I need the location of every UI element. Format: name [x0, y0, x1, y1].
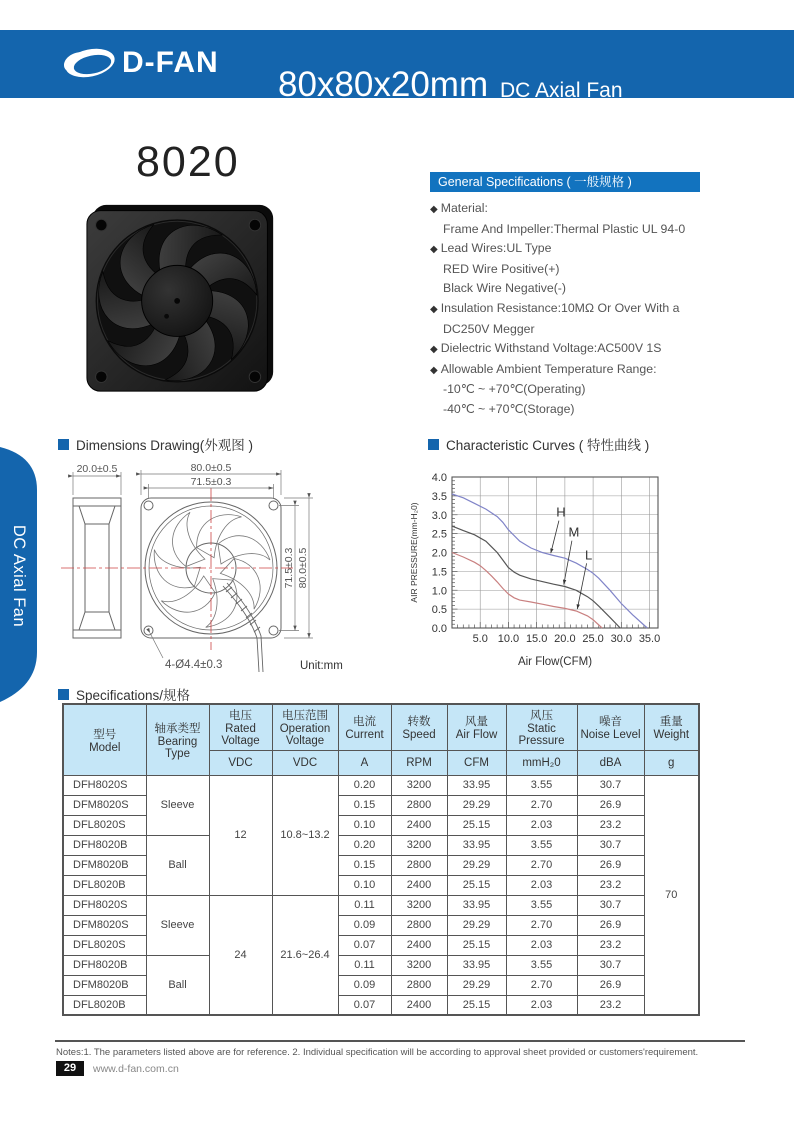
spec-cell: 33.95 — [447, 895, 506, 915]
svg-text:3.5: 3.5 — [431, 490, 447, 503]
spec-item: Black Wire Negative(-) — [443, 281, 566, 296]
col-header: 风压 Static Pressure — [506, 704, 577, 750]
svg-text:3.0: 3.0 — [431, 509, 447, 522]
spec-cell: 30.7 — [577, 895, 644, 915]
spec-cell: 3.55 — [506, 775, 577, 795]
spec-cell: 2800 — [391, 975, 447, 995]
svg-text:0.5: 0.5 — [431, 604, 447, 617]
model-cell: DFL8020S — [63, 815, 146, 835]
unit-header: g — [644, 750, 699, 775]
spec-cell: 25.15 — [447, 875, 506, 895]
spec-cell: 29.29 — [447, 795, 506, 815]
table-row — [63, 835, 699, 855]
unit-label: Unit:mm — [300, 660, 343, 672]
dimensions-drawing — [55, 462, 405, 684]
col-header: 电压 Rated Voltage — [209, 704, 272, 750]
spec-item: RED Wire Positive(+) — [443, 261, 560, 276]
spec-cell: 3200 — [391, 895, 447, 915]
col-header: 型号 Model — [63, 704, 146, 775]
dim-side-width: 20.0±0.5 — [76, 463, 118, 475]
svg-text:2.0: 2.0 — [431, 547, 447, 560]
model-cell: DFH8020B — [63, 835, 146, 855]
spec-item: Frame And Impeller:Thermal Plastic UL 94-0 — [443, 221, 686, 236]
svg-text:5.0: 5.0 — [472, 633, 488, 645]
brand-name: D-FAN — [122, 46, 219, 79]
svg-text:1.5: 1.5 — [431, 566, 447, 579]
spec-cell: 2.03 — [506, 815, 577, 835]
spec-cell: 2.03 — [506, 875, 577, 895]
spec-cell: 23.2 — [577, 875, 644, 895]
spec-item: ◆ Insulation Resistance:10MΩ Or Over With a — [430, 300, 680, 315]
spec-cell: 0.11 — [338, 895, 391, 915]
spec-cell: 24 — [209, 895, 272, 1015]
spec-cell: 23.2 — [577, 815, 644, 835]
curve-H — [452, 494, 647, 628]
section-square-icon — [428, 439, 439, 450]
section-specifications-label: Specifications/规格 — [76, 688, 191, 703]
section-specifications — [58, 684, 190, 704]
spec-cell: 2.70 — [506, 915, 577, 935]
col-header: 噪音 Noise Level — [577, 704, 644, 750]
unit-header: A — [338, 750, 391, 775]
svg-text:1.0: 1.0 — [431, 585, 447, 598]
unit-header: mmH₂0 — [506, 750, 577, 775]
footer-rule — [55, 1040, 745, 1042]
section-dimensions-label: Dimensions Drawing(外观图 ) — [76, 438, 254, 453]
spec-cell: 29.29 — [447, 915, 506, 935]
spec-cell: 0.15 — [338, 795, 391, 815]
dim-outer-height: 80.0±0.5 — [297, 547, 309, 589]
spec-cell: 2.70 — [506, 975, 577, 995]
spec-cell: 2400 — [391, 875, 447, 895]
spec-cell: 3200 — [391, 835, 447, 855]
spec-cell: 33.95 — [447, 955, 506, 975]
page-title-type: DC Axial Fan — [500, 79, 623, 102]
col-header: 转数 Speed — [391, 704, 447, 750]
section-curves-label: Characteristic Curves ( 特性曲线 ) — [446, 438, 650, 453]
spec-cell: 29.29 — [447, 855, 506, 875]
y-axis-label: AIR PRESSURE(mm-H₂0) — [409, 502, 419, 603]
col-header: 电压范围 Operation Voltage — [272, 704, 338, 750]
model-cell: DFH8020S — [63, 895, 146, 915]
svg-text:10.0: 10.0 — [497, 633, 520, 645]
svg-text:4.0: 4.0 — [431, 472, 447, 484]
unit-header: VDC — [272, 750, 338, 775]
svg-text:15.0: 15.0 — [525, 633, 548, 645]
model-cell: DFH8020B — [63, 955, 146, 975]
table-row — [63, 955, 699, 975]
spec-cell: 3200 — [391, 775, 447, 795]
curve-label-M: M — [568, 524, 580, 540]
spec-cell: 2800 — [391, 915, 447, 935]
model-cell: DFL8020S — [63, 935, 146, 955]
general-specs-header: General Specifications ( 一般规格 ) — [430, 172, 700, 192]
spec-cell: 2800 — [391, 855, 447, 875]
spec-item: ◆ Allowable Ambient Temperature Range: — [430, 361, 657, 376]
spec-cell: 0.07 — [338, 935, 391, 955]
table-row — [63, 895, 699, 915]
dim-hole-spec: 4-Ø4.4±0.3 — [165, 659, 223, 671]
model-cell: DFM8020S — [63, 795, 146, 815]
spec-cell: 26.9 — [577, 975, 644, 995]
model-cell: DFL8020B — [63, 995, 146, 1015]
spec-cell: 0.10 — [338, 815, 391, 835]
spec-cell: 0.11 — [338, 955, 391, 975]
spec-cell: 23.2 — [577, 935, 644, 955]
spec-item: ◆ Dielectric Withstand Voltage:AC500V 1S — [430, 341, 662, 356]
spec-cell: 2800 — [391, 795, 447, 815]
dim-hole-pitch: 71.5±0.3 — [190, 476, 232, 488]
fan-swoosh-icon — [62, 44, 116, 82]
spec-cell: 2.03 — [506, 995, 577, 1015]
spec-item: ◆ Lead Wires:UL Type — [430, 241, 552, 256]
spec-cell: 3.55 — [506, 835, 577, 855]
spec-cell: 33.95 — [447, 775, 506, 795]
col-header: 轴承类型 Bearing Type — [146, 704, 209, 775]
spec-cell: 3200 — [391, 955, 447, 975]
site-url: www.d-fan.com.cn — [93, 1062, 179, 1075]
curve-label-H: H — [556, 504, 566, 520]
unit-header: dBA — [577, 750, 644, 775]
model-cell: DFL8020B — [63, 875, 146, 895]
page-title-size: 80x80x20mm — [278, 65, 489, 104]
spec-cell: 30.7 — [577, 955, 644, 975]
spec-cell: 2400 — [391, 995, 447, 1015]
spec-cell: 29.29 — [447, 975, 506, 995]
page-number: 29 — [56, 1061, 84, 1076]
spec-cell: 25.15 — [447, 935, 506, 955]
spec-cell: 0.09 — [338, 975, 391, 995]
unit-header: CFM — [447, 750, 506, 775]
spec-cell: Sleeve — [146, 895, 209, 955]
spec-cell: 0.09 — [338, 915, 391, 935]
spec-cell: Ball — [146, 955, 209, 1015]
side-tab-label: DC Axial Fan — [10, 524, 28, 628]
spec-cell: 26.9 — [577, 915, 644, 935]
spec-item: ◆ Material: — [430, 201, 488, 215]
model-cell: DFH8020S — [63, 775, 146, 795]
spec-cell: 0.15 — [338, 855, 391, 875]
spec-cell: 2.03 — [506, 935, 577, 955]
x-axis-label: Air Flow(CFM) — [517, 656, 593, 668]
spec-cell: 23.2 — [577, 995, 644, 1015]
notes-text: Notes:1. The parameters listed above are for reference. 2. Individual specification will be according to approval sheet provided or customers'requirement. — [56, 1047, 699, 1058]
svg-text:25.0: 25.0 — [582, 633, 604, 645]
table-row — [63, 775, 699, 795]
model-cell: DFM8020B — [63, 855, 146, 875]
spec-cell: 30.7 — [577, 835, 644, 855]
spec-cell: 25.15 — [447, 995, 506, 1015]
spec-cell: 33.95 — [447, 835, 506, 855]
spec-cell: 25.15 — [447, 815, 506, 835]
spec-cell: Ball — [146, 835, 209, 895]
spec-cell: 0.07 — [338, 995, 391, 1015]
spec-cell: 10.8~13.2 — [272, 775, 338, 895]
unit-header: VDC — [209, 750, 272, 775]
header-band — [0, 30, 794, 104]
spec-cell: 30.7 — [577, 775, 644, 795]
spec-cell: 26.9 — [577, 795, 644, 815]
spec-item: DC250V Megger — [443, 321, 535, 336]
svg-text:35.0: 35.0 — [638, 633, 661, 645]
unit-header: RPM — [391, 750, 447, 775]
spec-item: -40℃ ~ +70℃(Storage) — [443, 401, 575, 416]
product-photo-fan — [85, 203, 277, 395]
svg-text:0.0: 0.0 — [431, 623, 447, 635]
spec-cell: 0.20 — [338, 835, 391, 855]
spec-cell: 3.55 — [506, 955, 577, 975]
model-number: 8020 — [136, 138, 240, 186]
svg-text:20.0: 20.0 — [554, 633, 576, 645]
spec-cell: 21.6~26.4 — [272, 895, 338, 1015]
section-curves — [428, 434, 649, 454]
brand-logo — [62, 44, 219, 82]
spec-cell: 26.9 — [577, 855, 644, 875]
dim-outer-width: 80.0±0.5 — [190, 462, 232, 474]
section-dimensions — [58, 434, 253, 454]
spec-cell: 2.70 — [506, 855, 577, 875]
spec-cell: 2400 — [391, 935, 447, 955]
spec-cell: 70 — [644, 775, 699, 1015]
centerlines — [61, 488, 293, 650]
col-header: 风量 Air Flow — [447, 704, 506, 750]
spec-cell: 3.55 — [506, 895, 577, 915]
spec-cell: 2.70 — [506, 795, 577, 815]
svg-text:2.5: 2.5 — [431, 528, 447, 541]
svg-text:30.0: 30.0 — [610, 633, 633, 645]
spec-cell: Sleeve — [146, 775, 209, 835]
dim-hole-pitch-v: 71.5±0.3 — [283, 547, 295, 589]
section-square-icon — [58, 439, 69, 450]
curve-M — [452, 526, 620, 628]
spec-cell: 0.10 — [338, 875, 391, 895]
model-cell: DFM8020S — [63, 915, 146, 935]
col-header: 电流 Current — [338, 704, 391, 750]
spec-cell: 2400 — [391, 815, 447, 835]
model-cell: DFM8020B — [63, 975, 146, 995]
spec-item: -10℃ ~ +70℃(Operating) — [443, 382, 586, 397]
curve-label-L: L — [584, 547, 593, 563]
col-header: 重量 Weight — [644, 704, 699, 750]
specifications-table — [62, 703, 700, 1016]
spec-cell: 12 — [209, 775, 272, 895]
characteristic-curves-chart — [408, 464, 686, 672]
general-specs-list — [430, 199, 730, 420]
page-footer — [56, 1061, 179, 1076]
section-square-icon — [58, 689, 69, 700]
spec-cell: 0.20 — [338, 775, 391, 795]
